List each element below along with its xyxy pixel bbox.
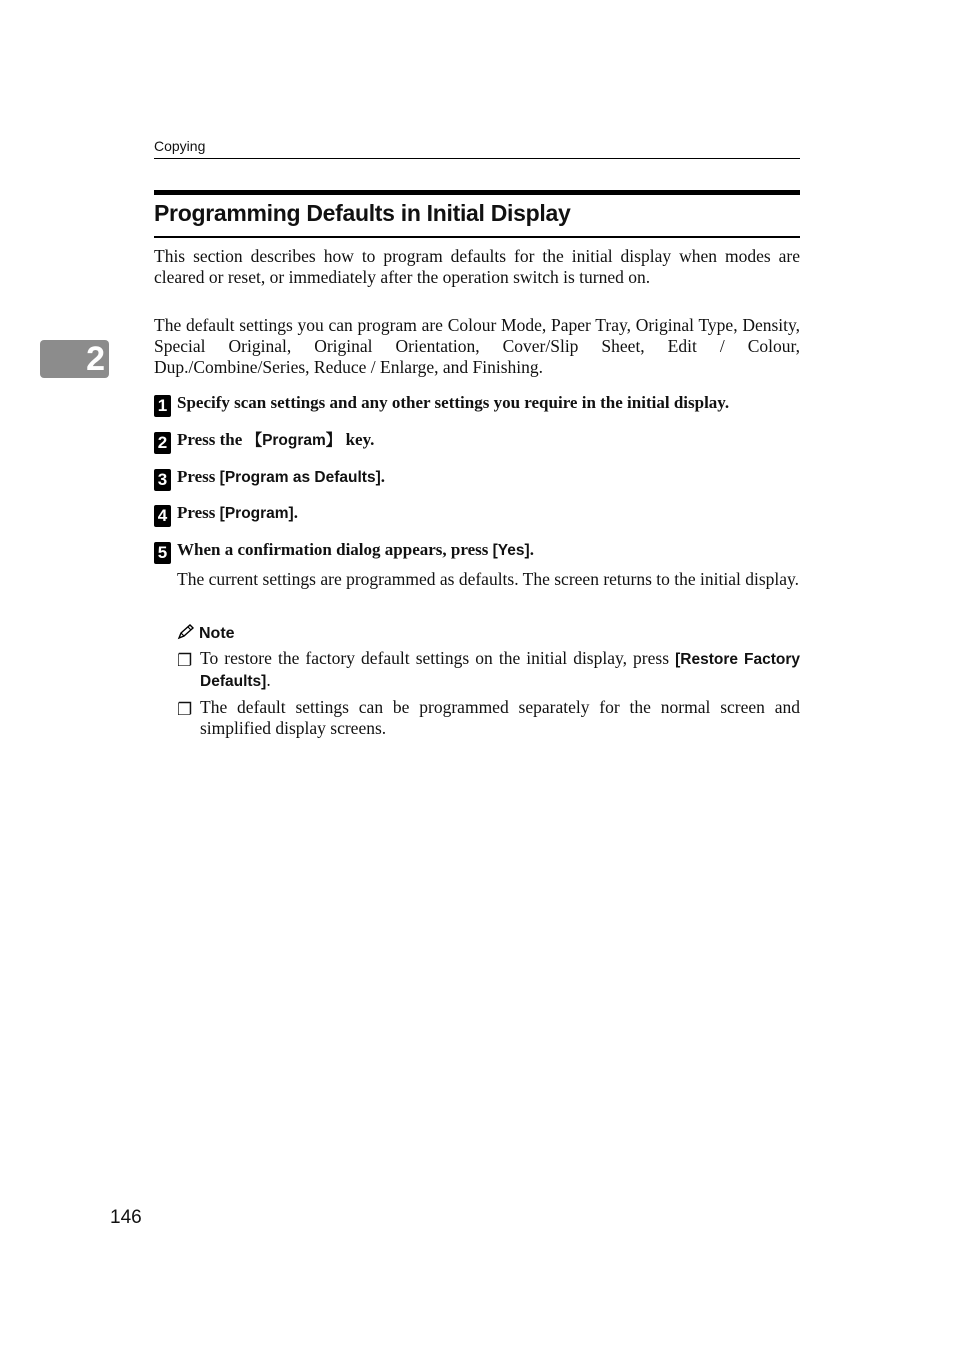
step-2	[154, 429, 814, 454]
step-text: .	[293, 503, 298, 522]
step-text: Specify scan settings and any other settings you require in the initial display.	[177, 393, 730, 412]
note-heading	[177, 624, 235, 645]
step-text: .	[529, 540, 534, 559]
header-rule	[154, 158, 800, 159]
title-rule-bottom	[154, 236, 800, 238]
program-key-label: 【Program】	[246, 432, 342, 449]
yes-button-label: [Yes]	[492, 542, 530, 559]
step-number: 3	[154, 469, 171, 491]
intro-paragraph-2: The default settings you can program are Colour Mode, Paper Tray, Original Type, Density, Special Original, Original Orientation, Cover/Slip Sheet, Edit / Colour, Dup./Combine/Series, Reduce / Enlarge, and Finishing.	[154, 315, 800, 377]
note-text: .	[266, 670, 271, 690]
step-text: .	[380, 467, 385, 486]
program-button-label: [Program]	[219, 505, 294, 522]
step-5-description: The current settings are programmed as defaults. The screen returns to the initial display.	[177, 569, 800, 589]
step-number: 2	[154, 432, 171, 454]
intro-paragraph-1: This section describes how to program defaults for the initial display when modes are cleared or reset, or immediately after the operation switch is turned on.	[154, 246, 800, 287]
step-number: 4	[154, 505, 171, 527]
step-3	[154, 466, 814, 491]
step-text: Press the	[177, 430, 247, 449]
running-header: Copying	[154, 138, 206, 154]
checkbox-bullet-icon: ❐	[177, 651, 193, 670]
step-text: Press	[177, 503, 220, 522]
note-text: To restore the factory default settings on the initial display, press	[200, 648, 676, 668]
step-number: 1	[154, 395, 171, 417]
step-text: Press	[177, 467, 220, 486]
note-item-2	[177, 697, 800, 739]
pencil-icon	[177, 624, 195, 645]
page-title: Programming Defaults in Initial Display	[154, 200, 571, 226]
chapter-tab: 2	[40, 340, 109, 378]
program-as-defaults-key-label: [Program as Defaults]	[219, 469, 381, 486]
page-number: 146	[110, 1207, 142, 1228]
restore-factory-defaults-key-label: [Restore Factory Defaults]	[200, 651, 800, 690]
title-rule-top	[154, 190, 800, 195]
step-4	[154, 502, 814, 527]
checkbox-bullet-icon: ❐	[177, 700, 193, 719]
step-text: key.	[341, 430, 375, 449]
step-number: 5	[154, 542, 171, 564]
note-text: The default settings can be programmed separately for the normal screen and simplified display screens.	[200, 697, 800, 738]
step-1	[154, 392, 814, 417]
note-item-1	[177, 648, 800, 692]
note-title: Note	[199, 625, 235, 642]
step-5	[154, 539, 814, 564]
step-text: When a confirmation dialog appears, press	[177, 540, 493, 559]
